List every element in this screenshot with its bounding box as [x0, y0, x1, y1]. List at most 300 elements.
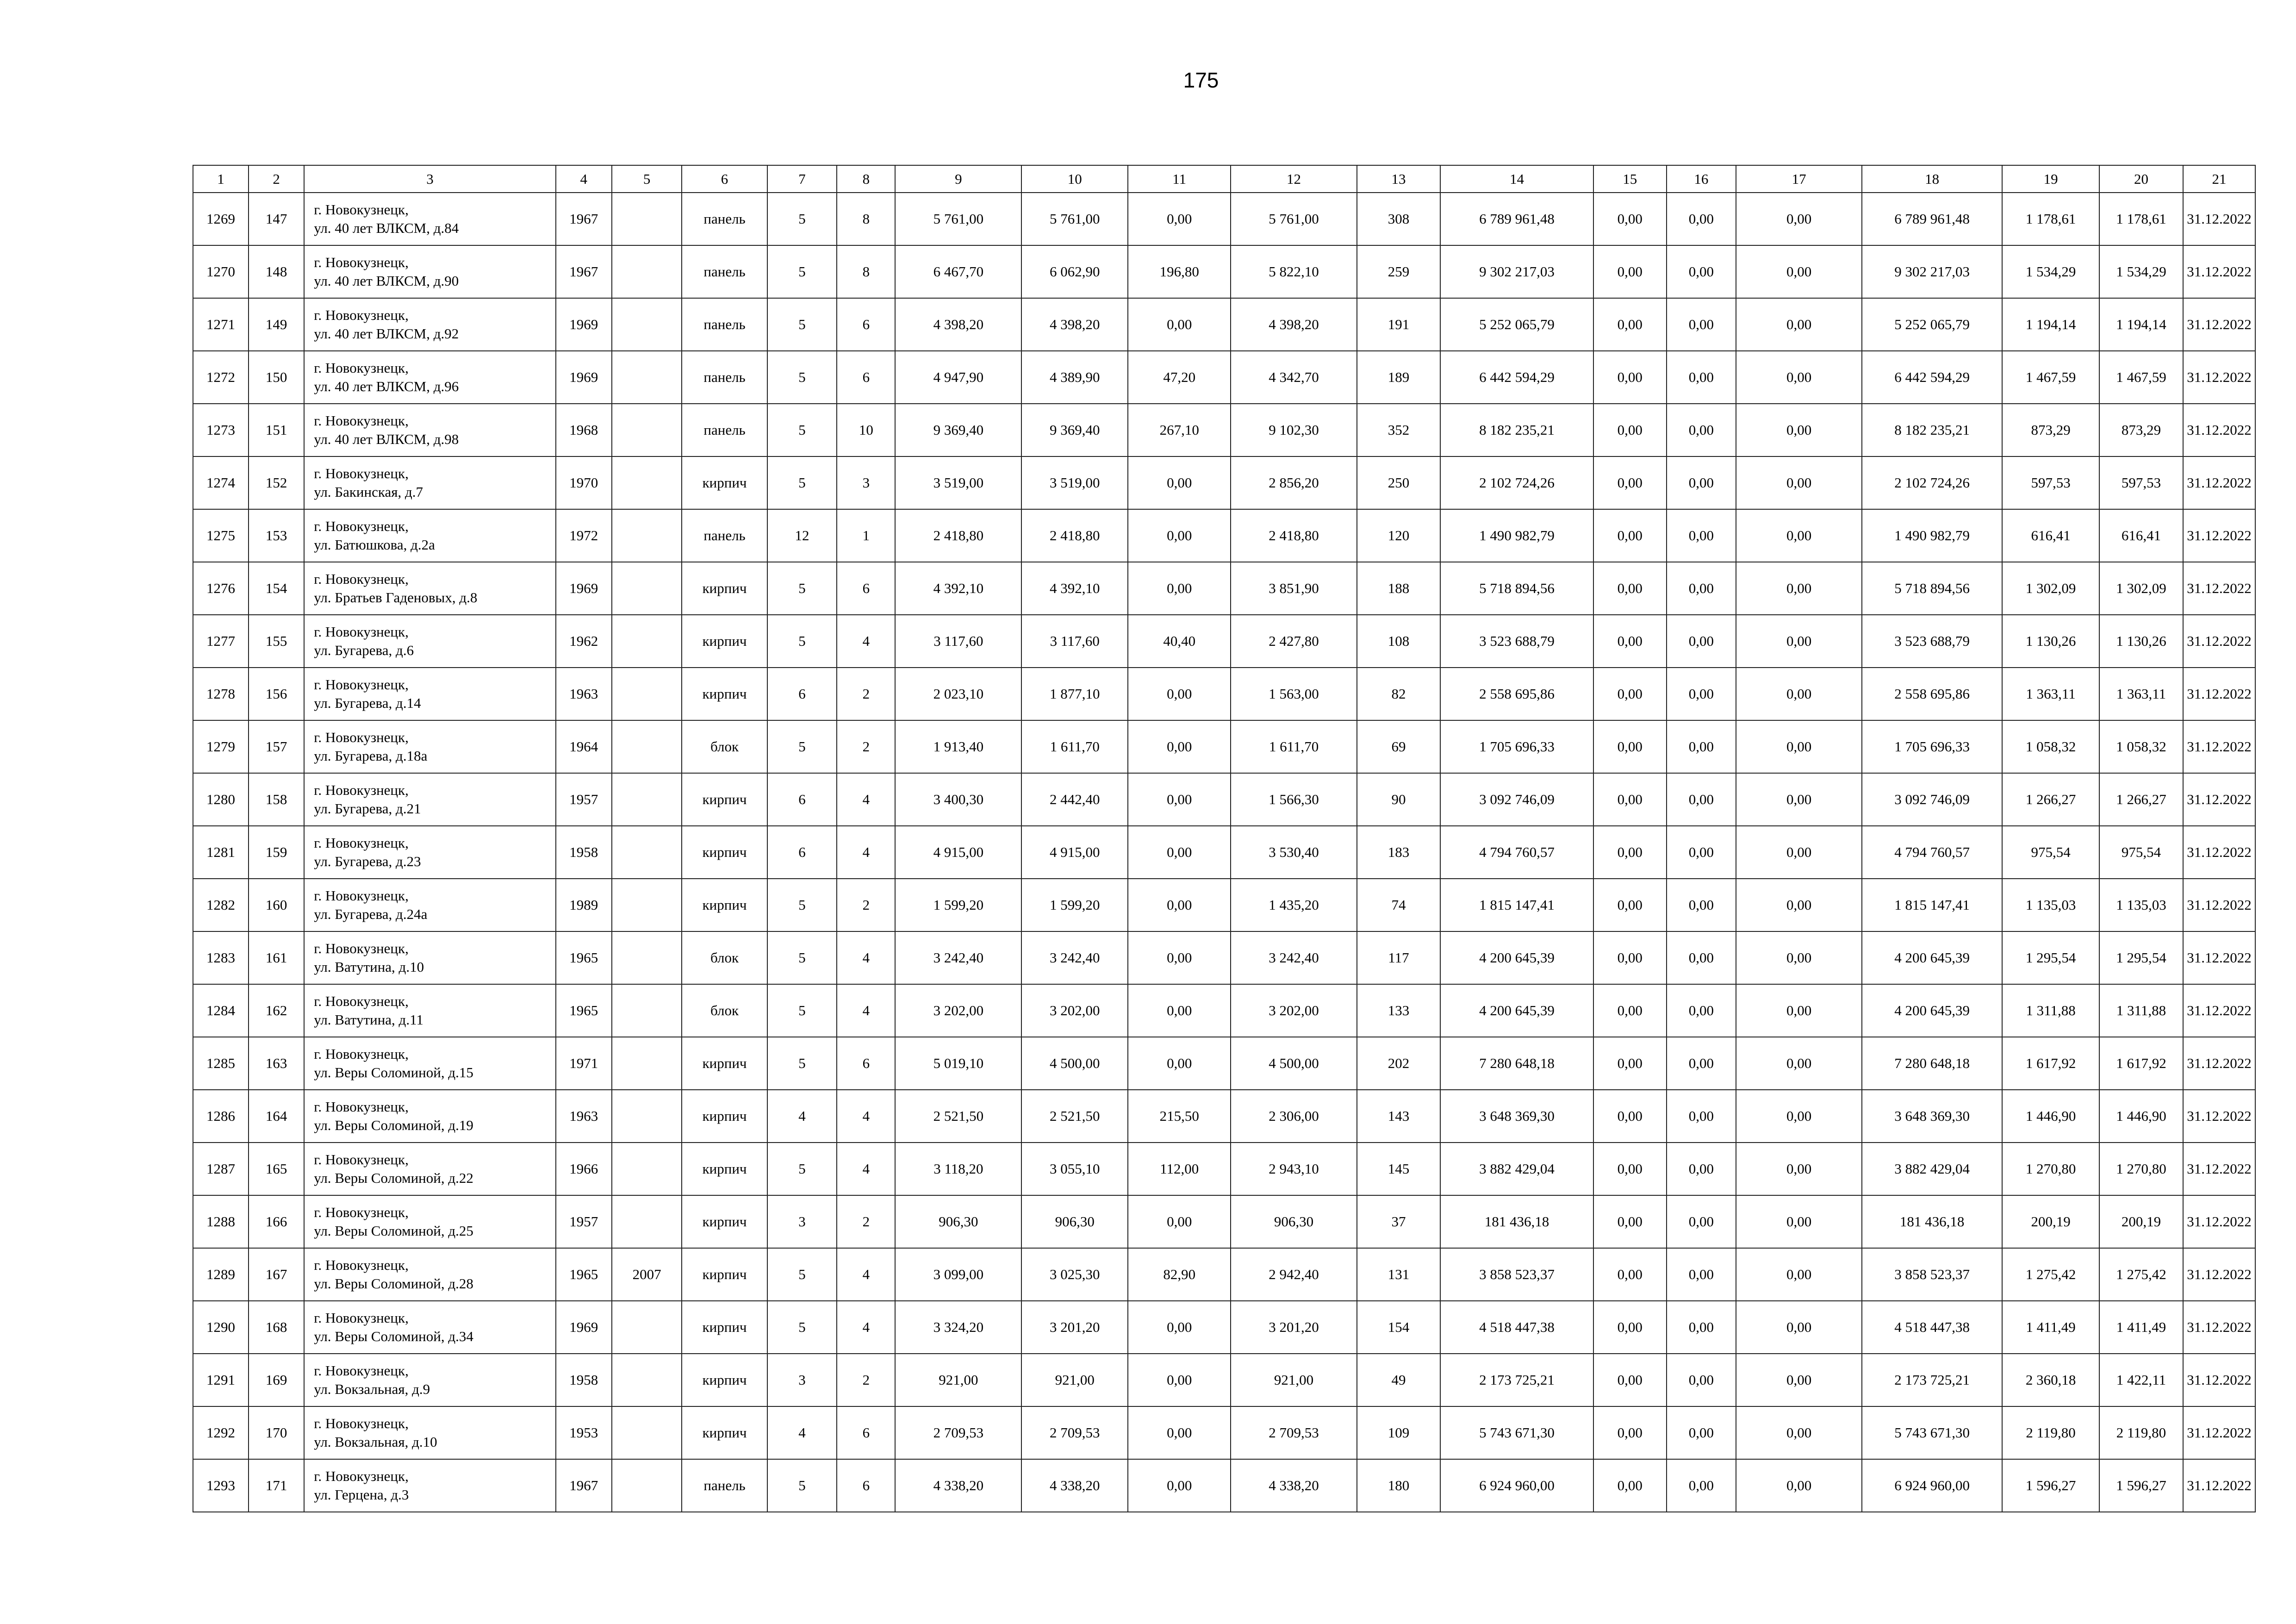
table-cell-col-5 — [612, 1195, 682, 1248]
table-cell-col-19: 975,54 — [2002, 826, 2099, 879]
table-cell-col-15: 0,00 — [1593, 1301, 1667, 1354]
address-street: ул. Ватутина, д.10 — [314, 959, 424, 975]
address-city: г. Новокузнецк, — [314, 1415, 409, 1431]
table-cell-col-6: кирпич — [682, 562, 767, 615]
table-cell-col-21: 31.12.2022 — [2183, 1195, 2255, 1248]
table-row — [193, 562, 2255, 615]
table-cell-col-7: 5 — [767, 879, 837, 931]
table-cell-col-5 — [612, 1090, 682, 1143]
table-cell-col-16: 0,00 — [1667, 1406, 1736, 1459]
table-cell-col-12: 2 856,20 — [1231, 456, 1357, 509]
table-cell-col-18: 4 200 645,39 — [1862, 931, 2002, 984]
table-cell-col-8: 8 — [837, 245, 895, 298]
table-cell-col-8: 6 — [837, 562, 895, 615]
table-cell-col-16: 0,00 — [1667, 562, 1736, 615]
table-cell-col-9: 1 599,20 — [895, 879, 1021, 931]
address-city: г. Новокузнецк, — [314, 307, 409, 323]
table-cell-col-21: 31.12.2022 — [2183, 984, 2255, 1037]
table-cell-col-2: 171 — [249, 1459, 304, 1512]
table-cell-col-17: 0,00 — [1736, 404, 1862, 456]
table-cell-col-16: 0,00 — [1667, 1090, 1736, 1143]
table-cell-col-1: 1289 — [193, 1248, 249, 1301]
table-cell-col-8: 4 — [837, 615, 895, 668]
address-street: ул. Бугарева, д.24а — [314, 906, 428, 922]
address-city: г. Новокузнецк, — [314, 1151, 409, 1168]
table-cell-col-16: 0,00 — [1667, 984, 1736, 1037]
table-cell-col-10: 2 521,50 — [1021, 1090, 1128, 1143]
table-cell-col-11: 0,00 — [1128, 298, 1231, 351]
table-cell-col-5 — [612, 193, 682, 245]
table-cell-col-12: 2 943,10 — [1231, 1143, 1357, 1195]
table-cell-col-17: 0,00 — [1736, 509, 1862, 562]
table-cell-col-2: 159 — [249, 826, 304, 879]
table-cell-col-4: 1969 — [556, 351, 612, 404]
table-cell-col-19: 1 617,92 — [2002, 1037, 2099, 1090]
table-cell-col-17: 0,00 — [1736, 351, 1862, 404]
table-cell-col-19: 1 467,59 — [2002, 351, 2099, 404]
address-cell — [304, 509, 556, 562]
table-cell-col-14: 3 648 369,30 — [1440, 1090, 1593, 1143]
table-cell-col-15: 0,00 — [1593, 456, 1667, 509]
table-cell-col-16: 0,00 — [1667, 668, 1736, 720]
table-cell-col-15: 0,00 — [1593, 404, 1667, 456]
table-cell-col-11: 47,20 — [1128, 351, 1231, 404]
table-cell-col-21: 31.12.2022 — [2183, 826, 2255, 879]
table-cell-col-6: панель — [682, 193, 767, 245]
table-cell-col-11: 0,00 — [1128, 456, 1231, 509]
table-cell-col-5 — [612, 1301, 682, 1354]
table-cell-col-6: кирпич — [682, 668, 767, 720]
table-cell-col-16: 0,00 — [1667, 509, 1736, 562]
table-cell-col-10: 3 025,30 — [1021, 1248, 1128, 1301]
table-cell-col-11: 0,00 — [1128, 984, 1231, 1037]
address-street: ул. 40 лет ВЛКСМ, д.96 — [314, 378, 459, 394]
table-cell-col-18: 5 718 894,56 — [1862, 562, 2002, 615]
address-cell — [304, 456, 556, 509]
table-cell-col-9: 5 019,10 — [895, 1037, 1021, 1090]
table-cell-col-7: 6 — [767, 668, 837, 720]
table-cell-col-15: 0,00 — [1593, 509, 1667, 562]
table-cell-col-2: 147 — [249, 193, 304, 245]
table-cell-col-15: 0,00 — [1593, 1143, 1667, 1195]
address-cell — [304, 193, 556, 245]
table-cell-col-9: 3 117,60 — [895, 615, 1021, 668]
table-cell-col-21: 31.12.2022 — [2183, 1090, 2255, 1143]
table-cell-col-17: 0,00 — [1736, 931, 1862, 984]
address-street: ул. Вокзальная, д.9 — [314, 1381, 430, 1397]
table-cell-col-9: 2 023,10 — [895, 668, 1021, 720]
table-cell-col-7: 12 — [767, 509, 837, 562]
table-cell-col-9: 4 398,20 — [895, 298, 1021, 351]
table-cell-col-16: 0,00 — [1667, 879, 1736, 931]
table-row — [193, 826, 2255, 879]
table-cell-col-5 — [612, 984, 682, 1037]
address-cell — [304, 1459, 556, 1512]
table-header — [193, 165, 2255, 193]
table-cell-col-20: 200,19 — [2099, 1195, 2183, 1248]
address-street: ул. Веры Соломиной, д.22 — [314, 1170, 473, 1186]
table-cell-col-1: 1274 — [193, 456, 249, 509]
table-cell-col-4: 1968 — [556, 404, 612, 456]
table-cell-col-14: 2 558 695,86 — [1440, 668, 1593, 720]
column-header: 8 — [837, 165, 895, 193]
table-cell-col-14: 3 523 688,79 — [1440, 615, 1593, 668]
table-cell-col-4: 1965 — [556, 931, 612, 984]
column-header: 4 — [556, 165, 612, 193]
table-cell-col-19: 1 411,49 — [2002, 1301, 2099, 1354]
table-cell-col-15: 0,00 — [1593, 245, 1667, 298]
table-cell-col-1: 1276 — [193, 562, 249, 615]
table-cell-col-18: 5 743 671,30 — [1862, 1406, 2002, 1459]
table-cell-col-4: 1969 — [556, 1301, 612, 1354]
table-cell-col-20: 1 596,27 — [2099, 1459, 2183, 1512]
table-cell-col-11: 196,80 — [1128, 245, 1231, 298]
address-city: г. Новокузнецк, — [314, 624, 409, 640]
column-header: 10 — [1021, 165, 1128, 193]
table-cell-col-17: 0,00 — [1736, 1406, 1862, 1459]
table-cell-col-12: 1 611,70 — [1231, 720, 1357, 773]
table-cell-col-18: 4 794 760,57 — [1862, 826, 2002, 879]
table-cell-col-10: 921,00 — [1021, 1354, 1128, 1406]
table-cell-col-21: 31.12.2022 — [2183, 879, 2255, 931]
table-cell-col-12: 5 822,10 — [1231, 245, 1357, 298]
table-cell-col-5 — [612, 720, 682, 773]
table-cell-col-10: 4 500,00 — [1021, 1037, 1128, 1090]
table-cell-col-14: 9 302 217,03 — [1440, 245, 1593, 298]
table-cell-col-17: 0,00 — [1736, 562, 1862, 615]
table-cell-col-12: 3 851,90 — [1231, 562, 1357, 615]
table-cell-col-20: 1 275,42 — [2099, 1248, 2183, 1301]
address-city: г. Новокузнецк, — [314, 940, 409, 956]
table-cell-col-2: 168 — [249, 1301, 304, 1354]
table-cell-col-18: 181 436,18 — [1862, 1195, 2002, 1248]
table-cell-col-18: 3 523 688,79 — [1862, 615, 2002, 668]
table-cell-col-19: 1 178,61 — [2002, 193, 2099, 245]
table-cell-col-4: 1962 — [556, 615, 612, 668]
table-cell-col-19: 1 596,27 — [2002, 1459, 2099, 1512]
table-cell-col-2: 154 — [249, 562, 304, 615]
address-cell — [304, 1090, 556, 1143]
table-cell-col-20: 616,41 — [2099, 509, 2183, 562]
table-cell-col-10: 2 418,80 — [1021, 509, 1128, 562]
table-cell-col-10: 3 242,40 — [1021, 931, 1128, 984]
address-street: ул. Бугарева, д.6 — [314, 642, 414, 658]
table-cell-col-7: 5 — [767, 984, 837, 1037]
table-cell-col-2: 162 — [249, 984, 304, 1037]
column-header: 1 — [193, 165, 249, 193]
address-city: г. Новокузнецк, — [314, 676, 409, 693]
table-cell-col-18: 2 558 695,86 — [1862, 668, 2002, 720]
table-cell-col-10: 6 062,90 — [1021, 245, 1128, 298]
table-cell-col-8: 2 — [837, 879, 895, 931]
table-cell-col-13: 108 — [1357, 615, 1440, 668]
table-cell-col-9: 4 392,10 — [895, 562, 1021, 615]
table-cell-col-4: 1963 — [556, 668, 612, 720]
address-street: ул. 40 лет ВЛКСМ, д.92 — [314, 325, 459, 342]
address-street: ул. Бугарева, д.21 — [314, 800, 421, 817]
address-cell — [304, 1037, 556, 1090]
table-cell-col-15: 0,00 — [1593, 351, 1667, 404]
table-cell-col-15: 0,00 — [1593, 615, 1667, 668]
table-cell-col-13: 143 — [1357, 1090, 1440, 1143]
table-cell-col-7: 5 — [767, 720, 837, 773]
table-cell-col-1: 1270 — [193, 245, 249, 298]
table-cell-col-19: 1 270,80 — [2002, 1143, 2099, 1195]
table-row — [193, 1301, 2255, 1354]
table-cell-col-1: 1288 — [193, 1195, 249, 1248]
address-cell — [304, 668, 556, 720]
table-cell-col-1: 1293 — [193, 1459, 249, 1512]
address-city: г. Новокузнецк, — [314, 1204, 409, 1220]
table-cell-col-20: 1 467,59 — [2099, 351, 2183, 404]
table-cell-col-13: 154 — [1357, 1301, 1440, 1354]
table-cell-col-7: 5 — [767, 298, 837, 351]
table-cell-col-11: 0,00 — [1128, 1037, 1231, 1090]
table-cell-col-1: 1283 — [193, 931, 249, 984]
table-cell-col-18: 3 858 523,37 — [1862, 1248, 2002, 1301]
table-cell-col-13: 308 — [1357, 193, 1440, 245]
table-cell-col-7: 6 — [767, 826, 837, 879]
table-cell-col-10: 3 201,20 — [1021, 1301, 1128, 1354]
table-cell-col-5 — [612, 879, 682, 931]
table-cell-col-14: 2 173 725,21 — [1440, 1354, 1593, 1406]
address-cell — [304, 826, 556, 879]
table-cell-col-14: 5 718 894,56 — [1440, 562, 1593, 615]
table-cell-col-5 — [612, 456, 682, 509]
table-cell-col-2: 153 — [249, 509, 304, 562]
column-header: 19 — [2002, 165, 2099, 193]
table-row — [193, 1090, 2255, 1143]
table-cell-col-1: 1281 — [193, 826, 249, 879]
table-cell-col-21: 31.12.2022 — [2183, 298, 2255, 351]
table-cell-col-10: 3 055,10 — [1021, 1143, 1128, 1195]
column-header: 9 — [895, 165, 1021, 193]
table-cell-col-8: 4 — [837, 1248, 895, 1301]
table-cell-col-16: 0,00 — [1667, 1459, 1736, 1512]
table-cell-col-20: 873,29 — [2099, 404, 2183, 456]
table-cell-col-20: 1 178,61 — [2099, 193, 2183, 245]
table-cell-col-10: 9 369,40 — [1021, 404, 1128, 456]
table-cell-col-7: 3 — [767, 1354, 837, 1406]
table-cell-col-20: 1 295,54 — [2099, 931, 2183, 984]
column-header: 20 — [2099, 165, 2183, 193]
table-cell-col-5 — [612, 245, 682, 298]
table-cell-col-8: 4 — [837, 1143, 895, 1195]
table-cell-col-5 — [612, 509, 682, 562]
table-cell-col-2: 148 — [249, 245, 304, 298]
table-cell-col-21: 31.12.2022 — [2183, 456, 2255, 509]
table-cell-col-7: 5 — [767, 562, 837, 615]
table-cell-col-12: 1 435,20 — [1231, 879, 1357, 931]
table-cell-col-2: 155 — [249, 615, 304, 668]
table-cell-col-15: 0,00 — [1593, 826, 1667, 879]
table-cell-col-19: 1 275,42 — [2002, 1248, 2099, 1301]
table-cell-col-13: 120 — [1357, 509, 1440, 562]
address-street: ул. Бакинская, д.7 — [314, 484, 423, 500]
table-cell-col-12: 2 709,53 — [1231, 1406, 1357, 1459]
table-cell-col-11: 0,00 — [1128, 826, 1231, 879]
address-cell — [304, 1354, 556, 1406]
table-cell-col-10: 906,30 — [1021, 1195, 1128, 1248]
table-cell-col-9: 3 202,00 — [895, 984, 1021, 1037]
table-cell-col-4: 1969 — [556, 562, 612, 615]
table-cell-col-9: 4 947,90 — [895, 351, 1021, 404]
table-cell-col-13: 145 — [1357, 1143, 1440, 1195]
header-row — [193, 165, 2255, 193]
table-cell-col-4: 1967 — [556, 1459, 612, 1512]
table-cell-col-9: 1 913,40 — [895, 720, 1021, 773]
address-street: ул. Веры Соломиной, д.25 — [314, 1223, 473, 1239]
table-cell-col-18: 1 705 696,33 — [1862, 720, 2002, 773]
table-cell-col-12: 1 563,00 — [1231, 668, 1357, 720]
table-cell-col-20: 1 270,80 — [2099, 1143, 2183, 1195]
table-cell-col-2: 167 — [249, 1248, 304, 1301]
table-cell-col-16: 0,00 — [1667, 1248, 1736, 1301]
table-cell-col-8: 6 — [837, 1037, 895, 1090]
table-cell-col-6: кирпич — [682, 826, 767, 879]
table-cell-col-14: 8 182 235,21 — [1440, 404, 1593, 456]
table-cell-col-6: кирпич — [682, 615, 767, 668]
table-cell-col-17: 0,00 — [1736, 879, 1862, 931]
address-city: г. Новокузнецк, — [314, 254, 409, 270]
table-cell-col-16: 0,00 — [1667, 1143, 1736, 1195]
table-cell-col-15: 0,00 — [1593, 1090, 1667, 1143]
table-cell-col-15: 0,00 — [1593, 298, 1667, 351]
table-cell-col-10: 1 599,20 — [1021, 879, 1128, 931]
table-cell-col-2: 164 — [249, 1090, 304, 1143]
table-cell-col-19: 1 058,32 — [2002, 720, 2099, 773]
table-cell-col-11: 0,00 — [1128, 720, 1231, 773]
table-cell-col-2: 149 — [249, 298, 304, 351]
table-cell-col-8: 4 — [837, 1090, 895, 1143]
table-cell-col-4: 1965 — [556, 1248, 612, 1301]
table-cell-col-10: 5 761,00 — [1021, 193, 1128, 245]
table-cell-col-1: 1292 — [193, 1406, 249, 1459]
table-cell-col-4: 1958 — [556, 1354, 612, 1406]
address-city: г. Новокузнецк, — [314, 571, 409, 587]
table-cell-col-13: 82 — [1357, 668, 1440, 720]
table-cell-col-13: 189 — [1357, 351, 1440, 404]
table-row — [193, 1459, 2255, 1512]
table-cell-col-9: 5 761,00 — [895, 193, 1021, 245]
column-header: 3 — [304, 165, 556, 193]
address-cell — [304, 984, 556, 1037]
table-cell-col-11: 0,00 — [1128, 668, 1231, 720]
table-cell-col-14: 4 794 760,57 — [1440, 826, 1593, 879]
table-row — [193, 1195, 2255, 1248]
table-cell-col-15: 0,00 — [1593, 1248, 1667, 1301]
table-cell-col-2: 166 — [249, 1195, 304, 1248]
table-cell-col-11: 112,00 — [1128, 1143, 1231, 1195]
table-cell-col-14: 5 743 671,30 — [1440, 1406, 1593, 1459]
address-street: ул. Веры Соломиной, д.28 — [314, 1275, 473, 1292]
table-cell-col-8: 4 — [837, 773, 895, 826]
table-cell-col-5 — [612, 826, 682, 879]
table-row — [193, 193, 2255, 245]
address-cell — [304, 404, 556, 456]
table-cell-col-9: 2 418,80 — [895, 509, 1021, 562]
table-cell-col-8: 6 — [837, 298, 895, 351]
table-cell-col-4: 1967 — [556, 193, 612, 245]
column-header: 18 — [1862, 165, 2002, 193]
table-cell-col-11: 82,90 — [1128, 1248, 1231, 1301]
table-cell-col-18: 4 518 447,38 — [1862, 1301, 2002, 1354]
table-cell-col-9: 3 324,20 — [895, 1301, 1021, 1354]
table-cell-col-16: 0,00 — [1667, 193, 1736, 245]
table-cell-col-6: кирпич — [682, 1090, 767, 1143]
table-cell-col-16: 0,00 — [1667, 1037, 1736, 1090]
table-cell-col-13: 69 — [1357, 720, 1440, 773]
table-cell-col-12: 2 418,80 — [1231, 509, 1357, 562]
table-cell-col-18: 2 173 725,21 — [1862, 1354, 2002, 1406]
table-cell-col-8: 4 — [837, 826, 895, 879]
address-city: г. Новокузнецк, — [314, 729, 409, 745]
table-cell-col-10: 4 338,20 — [1021, 1459, 1128, 1512]
table-cell-col-18: 7 280 648,18 — [1862, 1037, 2002, 1090]
table-cell-col-20: 975,54 — [2099, 826, 2183, 879]
column-header: 21 — [2183, 165, 2255, 193]
table-cell-col-1: 1278 — [193, 668, 249, 720]
table-cell-col-8: 6 — [837, 1406, 895, 1459]
address-city: г. Новокузнецк, — [314, 887, 409, 904]
table-cell-col-21: 31.12.2022 — [2183, 245, 2255, 298]
table-cell-col-14: 3 858 523,37 — [1440, 1248, 1593, 1301]
address-city: г. Новокузнецк, — [314, 1257, 409, 1273]
table-cell-col-6: панель — [682, 1459, 767, 1512]
table-cell-col-7: 5 — [767, 931, 837, 984]
address-city: г. Новокузнецк, — [314, 1362, 409, 1379]
address-city: г. Новокузнецк, — [314, 412, 409, 429]
table-cell-col-8: 2 — [837, 720, 895, 773]
address-city: г. Новокузнецк, — [314, 993, 409, 1009]
table-cell-col-1: 1287 — [193, 1143, 249, 1195]
table-cell-col-9: 4 338,20 — [895, 1459, 1021, 1512]
table-cell-col-12: 3 530,40 — [1231, 826, 1357, 879]
column-header: 15 — [1593, 165, 1667, 193]
table-cell-col-21: 31.12.2022 — [2183, 931, 2255, 984]
table-cell-col-15: 0,00 — [1593, 1406, 1667, 1459]
table-cell-col-13: 183 — [1357, 826, 1440, 879]
table-cell-col-10: 4 398,20 — [1021, 298, 1128, 351]
table-cell-col-12: 3 202,00 — [1231, 984, 1357, 1037]
table-cell-col-21: 31.12.2022 — [2183, 404, 2255, 456]
table-cell-col-6: панель — [682, 245, 767, 298]
table-cell-col-21: 31.12.2022 — [2183, 509, 2255, 562]
table-cell-col-12: 4 342,70 — [1231, 351, 1357, 404]
column-header: 14 — [1440, 165, 1593, 193]
table-cell-col-15: 0,00 — [1593, 193, 1667, 245]
table-cell-col-17: 0,00 — [1736, 1459, 1862, 1512]
table-cell-col-5 — [612, 773, 682, 826]
table-cell-col-18: 2 102 724,26 — [1862, 456, 2002, 509]
table-cell-col-6: блок — [682, 984, 767, 1037]
table-cell-col-20: 2 119,80 — [2099, 1406, 2183, 1459]
table-row — [193, 931, 2255, 984]
table-cell-col-5 — [612, 1354, 682, 1406]
table-cell-col-16: 0,00 — [1667, 615, 1736, 668]
table-body — [193, 193, 2255, 1512]
address-cell — [304, 931, 556, 984]
address-cell — [304, 1406, 556, 1459]
table-cell-col-7: 6 — [767, 773, 837, 826]
table-cell-col-1: 1272 — [193, 351, 249, 404]
table-cell-col-14: 7 280 648,18 — [1440, 1037, 1593, 1090]
table-cell-col-7: 5 — [767, 404, 837, 456]
table-cell-col-7: 5 — [767, 193, 837, 245]
table-cell-col-7: 5 — [767, 1248, 837, 1301]
table-cell-col-14: 3 092 746,09 — [1440, 773, 1593, 826]
table-cell-col-14: 4 200 645,39 — [1440, 931, 1593, 984]
